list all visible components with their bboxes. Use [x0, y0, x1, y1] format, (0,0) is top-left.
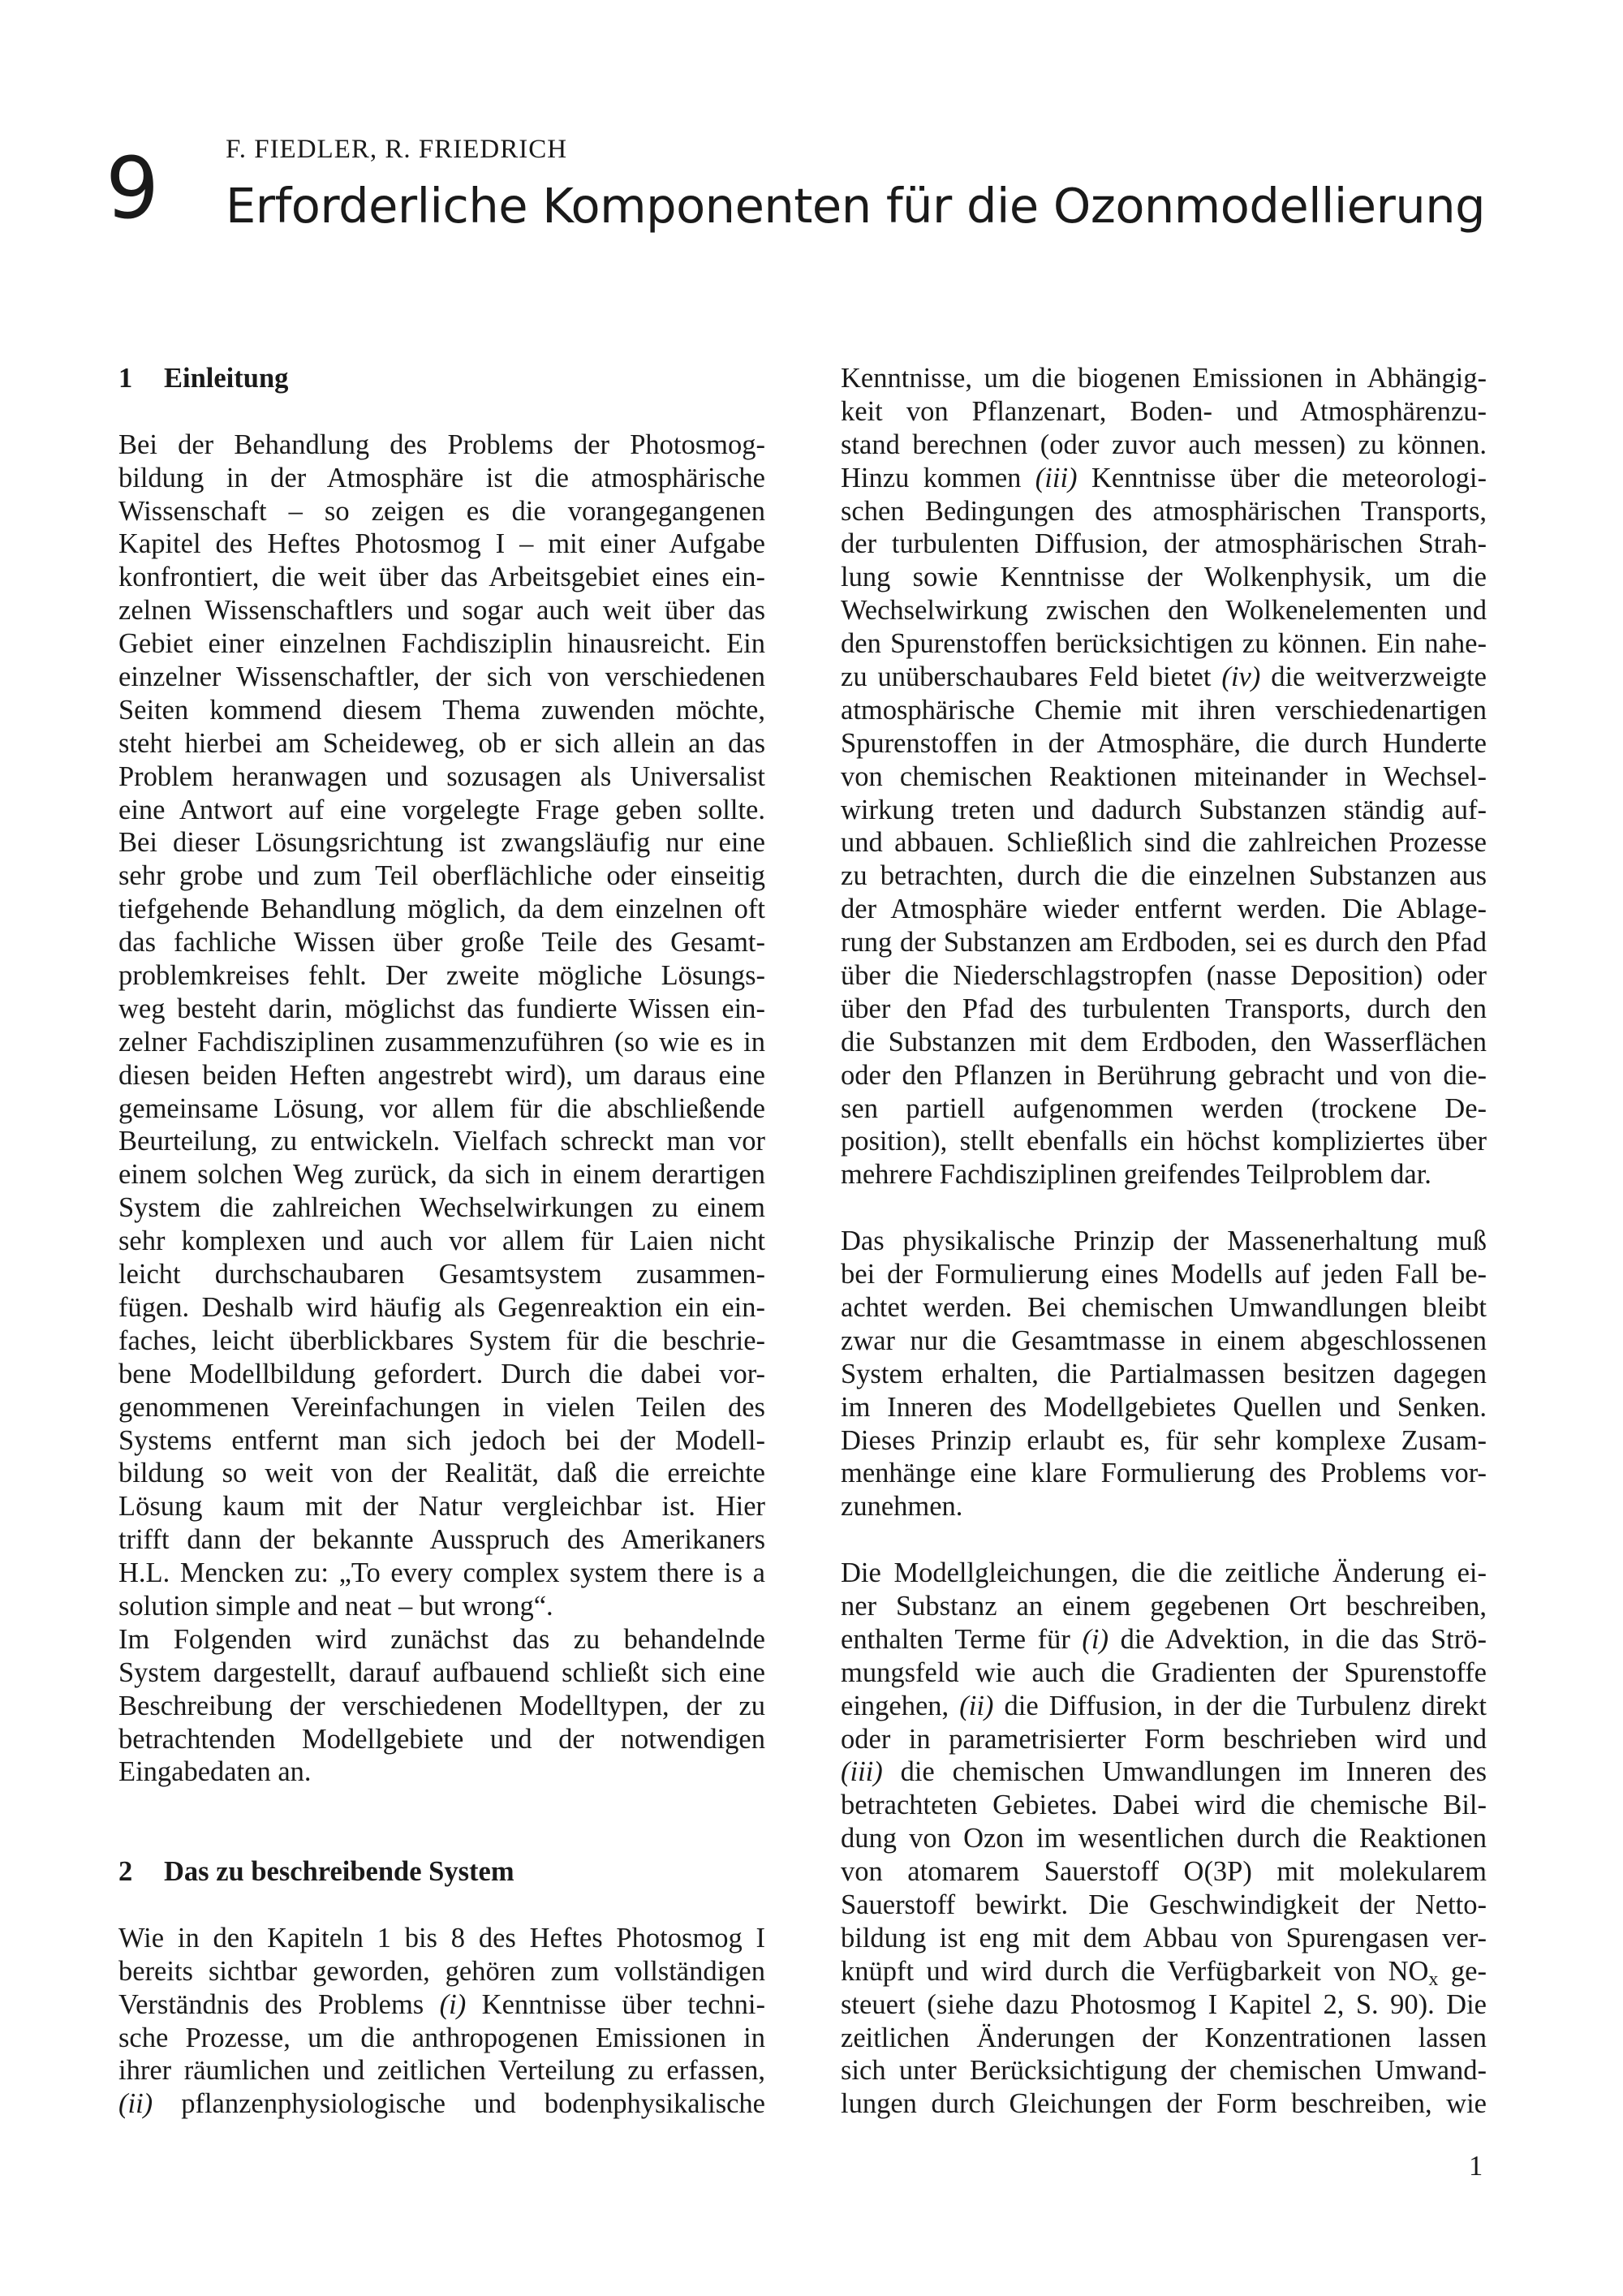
text-line: System dargestellt, darauf aufbauend schließt sich eine [118, 1656, 765, 1688]
text-line: problemkreises fehlt. Der zweite mögliche Lösungs- [118, 960, 765, 992]
text-run: die Diffusion, in der die Turbulenz direkt [993, 1690, 1487, 1721]
text-line: Spurenstoffen in der Atmosphäre, die durch Hunderte [841, 727, 1487, 759]
text-line: H.L. Mencken zu: „To every complex system there is a [118, 1557, 765, 1589]
text-line: stand berechnen (oder zuvor auch messen) zu können. [841, 429, 1487, 460]
paragraph-outline [118, 1623, 765, 1789]
text-line: ner Substanz an einem gegebenen Ort beschreiben, [841, 1590, 1487, 1622]
text-line: sich unter Berücksichtigung der chemischen Umwand- [841, 2055, 1487, 2087]
text-line: Beurteilung, zu entwickeln. Vielfach schreckt man vor [118, 1126, 765, 1157]
text-line: Gebiet einer einzelnen Fachdisziplin hinausreicht. Ein [118, 628, 765, 660]
text-line [841, 1623, 1487, 1656]
text-line: bereits sichtbar geworden, gehören zum vollständigen [118, 1955, 765, 1987]
text-line: wirkung treten und dadurch Substanzen ständig auf- [841, 794, 1487, 825]
text-line: mehrere Fachdisziplinen greifendes Teilproblem dar. [841, 1159, 1431, 1191]
text-line: Beschreibung der verschiedenen Modelltypen, der zu [118, 1690, 765, 1721]
section-heading-introduction [118, 362, 765, 395]
text-line [841, 1690, 1487, 1723]
enumeration-marker: (i) [439, 1988, 467, 2020]
text-line: atmosphärische Chemie mit ihren verschiedenartigen [841, 694, 1487, 726]
text-line: der Atmosphäre wieder entfernt werden. Die Ablage- [841, 894, 1487, 925]
text-line: Lösung kaum mit der Natur vergleichbar ist. Hier [118, 1491, 765, 1523]
text-run: die Advektion, in die das Strö- [1109, 1623, 1487, 1655]
text-line: Wechselwirkung zwischen den Wolkenelementen und [841, 595, 1487, 627]
text-line: lungen durch Gleichungen der Form beschreiben, wie [841, 2088, 1487, 2120]
chapter-number: 9 [105, 139, 160, 238]
text-line: über den Pfad des turbulenten Transports, durch den [841, 993, 1487, 1024]
text-line: Sauerstoff bewirkt. Die Geschwindigkeit der Netto- [841, 1889, 1487, 1920]
text-line: Wissenschaft – so zeigen es die vorangegangenen [118, 495, 765, 527]
text-line: Seiten kommend diesem Thema zuwenden möchte, [118, 694, 765, 726]
text-run: eingehen, [841, 1690, 960, 1721]
section-heading-system [118, 1855, 765, 1889]
text-line [841, 1955, 1487, 1988]
text-line: oder den Pflanzen in Berührung gebracht und von die- [841, 1059, 1487, 1091]
text-line: bildung ist eng mit dem Abbau von Spurengasen ver- [841, 1922, 1487, 1954]
text-line: betrachteten Gebietes. Dabei wird die chemische Bil- [841, 1790, 1487, 1821]
text-line: betrachtenden Modellgebiete und der notwendigen [118, 1723, 765, 1755]
text-line: Eingabedaten an. [118, 1756, 312, 1788]
text-line: bene Modellbildung gefordert. Durch die dabei vor- [118, 1358, 765, 1389]
page-number: 1 [1469, 2151, 1483, 2182]
text-line: Systems entfernt man sich jedoch bei der Modell- [118, 1424, 765, 1456]
text-line: zu betrachten, durch die die einzelnen Substanzen aus [841, 860, 1487, 892]
text-line: keit von Pflanzenart, Boden- und Atmosphärenzu- [841, 395, 1487, 427]
text-line: Wie in den Kapiteln 1 bis 8 des Heftes Photosmog I [118, 1922, 765, 1954]
chapter-title: Erforderliche Komponenten für die Ozonmodellierung [226, 178, 1486, 234]
text-line: bildung so weit von der Realität, daß die erreichte [118, 1458, 765, 1489]
section-number: 1 [118, 363, 133, 394]
text-line: fügen. Deshalb wird häufig als Gegenreaktion ein ein- [118, 1291, 765, 1323]
text-line: Kenntnisse, um die biogenen Emissionen in Abhängig- [841, 363, 1487, 394]
paragraph-mass-conservation [841, 1225, 1487, 1523]
text-line: der turbulenten Diffusion, der atmosphärischen Strah- [841, 528, 1487, 560]
text-line: achtet werden. Bei chemischen Umwandlungen bleibt [841, 1291, 1487, 1323]
text-line: Bei der Behandlung des Problems der Photosmog- [118, 429, 765, 460]
text-line: Im Folgenden wird zunächst das zu behandelnde [118, 1623, 765, 1655]
text-line: trifft dann der bekannte Ausspruch des Amerikaners [118, 1524, 765, 1556]
text-line: schen Bedingungen des atmosphärischen Transports, [841, 495, 1487, 527]
text-line: Dieses Prinzip erlaubt es, für sehr komplexe Zusam- [841, 1424, 1487, 1456]
text-line: zwar nur die Gesamtmasse in einem abgeschlossenen [841, 1325, 1487, 1356]
text-line: faches, leicht überblickbares System für die beschrie- [118, 1325, 765, 1356]
section-number: 2 [118, 1856, 133, 1888]
section-title: Das zu beschreibende System [164, 1856, 514, 1888]
text-line: leicht durchschaubaren Gesamtsystem zusammen- [118, 1259, 765, 1290]
enumeration-marker: (iii) [841, 1756, 883, 1788]
text-line: sehr komplexen und auch vor allem für Laien nicht [118, 1226, 765, 1257]
subscript: x [1428, 1967, 1439, 1990]
text-line [118, 1988, 765, 2022]
text-line [118, 2087, 765, 2121]
text-line: das fachliche Wissen über große Teile des Gesamt- [118, 927, 765, 958]
text-line: von chemischen Reaktionen miteinander in Wechsel- [841, 760, 1487, 792]
text-run: Kenntnisse über techni- [466, 1988, 765, 2020]
text-run: enthalten Terme für [841, 1623, 1083, 1655]
text-line: sche Prozesse, um die anthropogenen Emissionen in [118, 2022, 765, 2053]
left-column [118, 362, 765, 2121]
text-line [841, 1755, 1487, 1789]
enumeration-marker: (ii) [959, 1690, 994, 1721]
text-line: gemeinsame Lösung, vor allem für die abschließende [118, 1092, 765, 1124]
text-line: zelnen Wissenschaftlers und sogar auch weit über das [118, 595, 765, 627]
text-line: eine Antwort auf eine vorgelegte Frage geben sollte. [118, 794, 765, 825]
right-column [841, 362, 1487, 2121]
text-run: pflanzenphysiologische und bodenphysikalische [153, 2088, 765, 2120]
text-line: im Inneren des Modellgebietes Quellen und Senken. [841, 1391, 1487, 1423]
text-line: einzelner Wissenschaftler, der sich von verschiedenen [118, 661, 765, 693]
text-run: zu unüberschaubares Feld bietet [841, 661, 1222, 693]
text-line: Problem heranwagen und sozusagen als Universalist [118, 760, 765, 792]
text-line: weg besteht darin, möglichst das fundierte Wissen ein- [118, 993, 765, 1024]
text-run: knüpft und wird durch die Verfügbarkeit von NO [841, 1955, 1429, 1987]
text-run: Hinzu kommen [841, 462, 1035, 493]
text-line: den Spurenstoffen berücksichtigen zu können. Ein nahe- [841, 628, 1487, 660]
text-line: die Substanzen mit dem Erdboden, den Wasserflächen [841, 1026, 1487, 1058]
text-line [841, 462, 1487, 495]
paragraph-model-equations [841, 1557, 1487, 2121]
text-line: Bei dieser Lösungsrichtung ist zwangsläufig nur eine [118, 827, 765, 859]
text-line: über die Niederschlagstropfen (nasse Deposition) oder [841, 960, 1487, 992]
text-line: diesen beiden Heften angestrebt wird), um daraus eine [118, 1059, 765, 1091]
enumeration-marker: (iii) [1035, 462, 1078, 493]
text-line: genommenen Vereinfachungen in vielen Teilen des [118, 1391, 765, 1423]
text-line: ihrer räumlichen und zeitlichen Verteilung zu erfassen, [118, 2055, 765, 2087]
text-line: Kapitel des Heftes Photosmog I – mit einer Aufgabe [118, 528, 765, 560]
text-line: mungsfeld wie auch die Gradienten der Spurenstoffe [841, 1656, 1487, 1688]
text-line: von atomarem Sauerstoff O(3P) mit molekularem [841, 1856, 1487, 1888]
text-line: steuert (siehe dazu Photosmog I Kapitel 2, S. 90). Die [841, 1988, 1487, 2020]
text-line: System erhalten, die Partialmassen besitzen dagegen [841, 1358, 1487, 1389]
text-line: zelner Fachdisziplinen zusammenzuführen (so wie es in [118, 1026, 765, 1058]
text-line: zeitlichen Änderungen der Konzentrationen lassen [841, 2022, 1487, 2053]
text-line: einem solchen Weg zurück, da sich in einem derartigen [118, 1159, 765, 1191]
text-line: System die zahlreichen Wechselwirkungen zu einem [118, 1192, 765, 1224]
enumeration-marker: (i) [1082, 1623, 1109, 1655]
text-line [841, 661, 1487, 694]
text-line: dung von Ozon im wesentlichen durch die Reaktionen [841, 1823, 1487, 1854]
text-line: position), stellt ebenfalls ein höchst kompliziertes über [841, 1126, 1487, 1157]
text-line: Die Modellgleichungen, die die zeitliche Änderung ei- [841, 1557, 1487, 1589]
authors: F. FIEDLER, R. FRIEDRICH [226, 135, 568, 164]
text-line: zunehmen. [841, 1491, 963, 1523]
text-line: menhänge eine klare Formulierung des Problems vor- [841, 1458, 1487, 1489]
paragraph-intro [118, 429, 765, 1623]
text-line: bei der Formulierung eines Modells auf jeden Fall be- [841, 1259, 1487, 1290]
text-line: tiefgehende Behandlung möglich, da dem einzelnen oft [118, 894, 765, 925]
paragraph-system [118, 1922, 765, 2121]
text-run: Kenntnisse über die meteorologi- [1077, 462, 1487, 493]
text-line: sehr grobe und zum Teil oberflächliche oder einseitig [118, 860, 765, 892]
text-line: steht hierbei am Scheideweg, ob er sich allein an das [118, 727, 765, 759]
paragraph-knowledge-areas [841, 362, 1487, 1191]
text-line: konfrontiert, die weit über das Arbeitsgebiet eines ein- [118, 562, 765, 593]
text-line: lung sowie Kenntnisse der Wolkenphysik, um die [841, 562, 1487, 593]
text-line: oder in parametrisierter Form beschrieben wird und [841, 1723, 1487, 1755]
text-line: Das physikalische Prinzip der Massenerhaltung muß [841, 1226, 1487, 1257]
text-line: und abbauen. Schließlich sind die zahlreichen Prozesse [841, 827, 1487, 859]
text-line: rung der Substanzen am Erdboden, sei es durch den Pfad [841, 927, 1487, 958]
text-run: die weitverzweigte [1260, 661, 1487, 693]
text-line: bildung in der Atmosphäre ist die atmosphärische [118, 462, 765, 493]
text-run: Verständnis des Problems [118, 1988, 440, 2020]
section-title: Einleitung [164, 363, 289, 394]
text-line: sen partiell aufgenommen werden (trockene De- [841, 1092, 1487, 1124]
text-run: die chemischen Umwandlungen im Inneren des [882, 1756, 1487, 1788]
enumeration-marker: (ii) [118, 2088, 153, 2120]
enumeration-marker: (iv) [1221, 661, 1261, 693]
text-run: ge- [1438, 1955, 1487, 1987]
text-line: solution simple and neat – but wrong“. [118, 1590, 553, 1622]
